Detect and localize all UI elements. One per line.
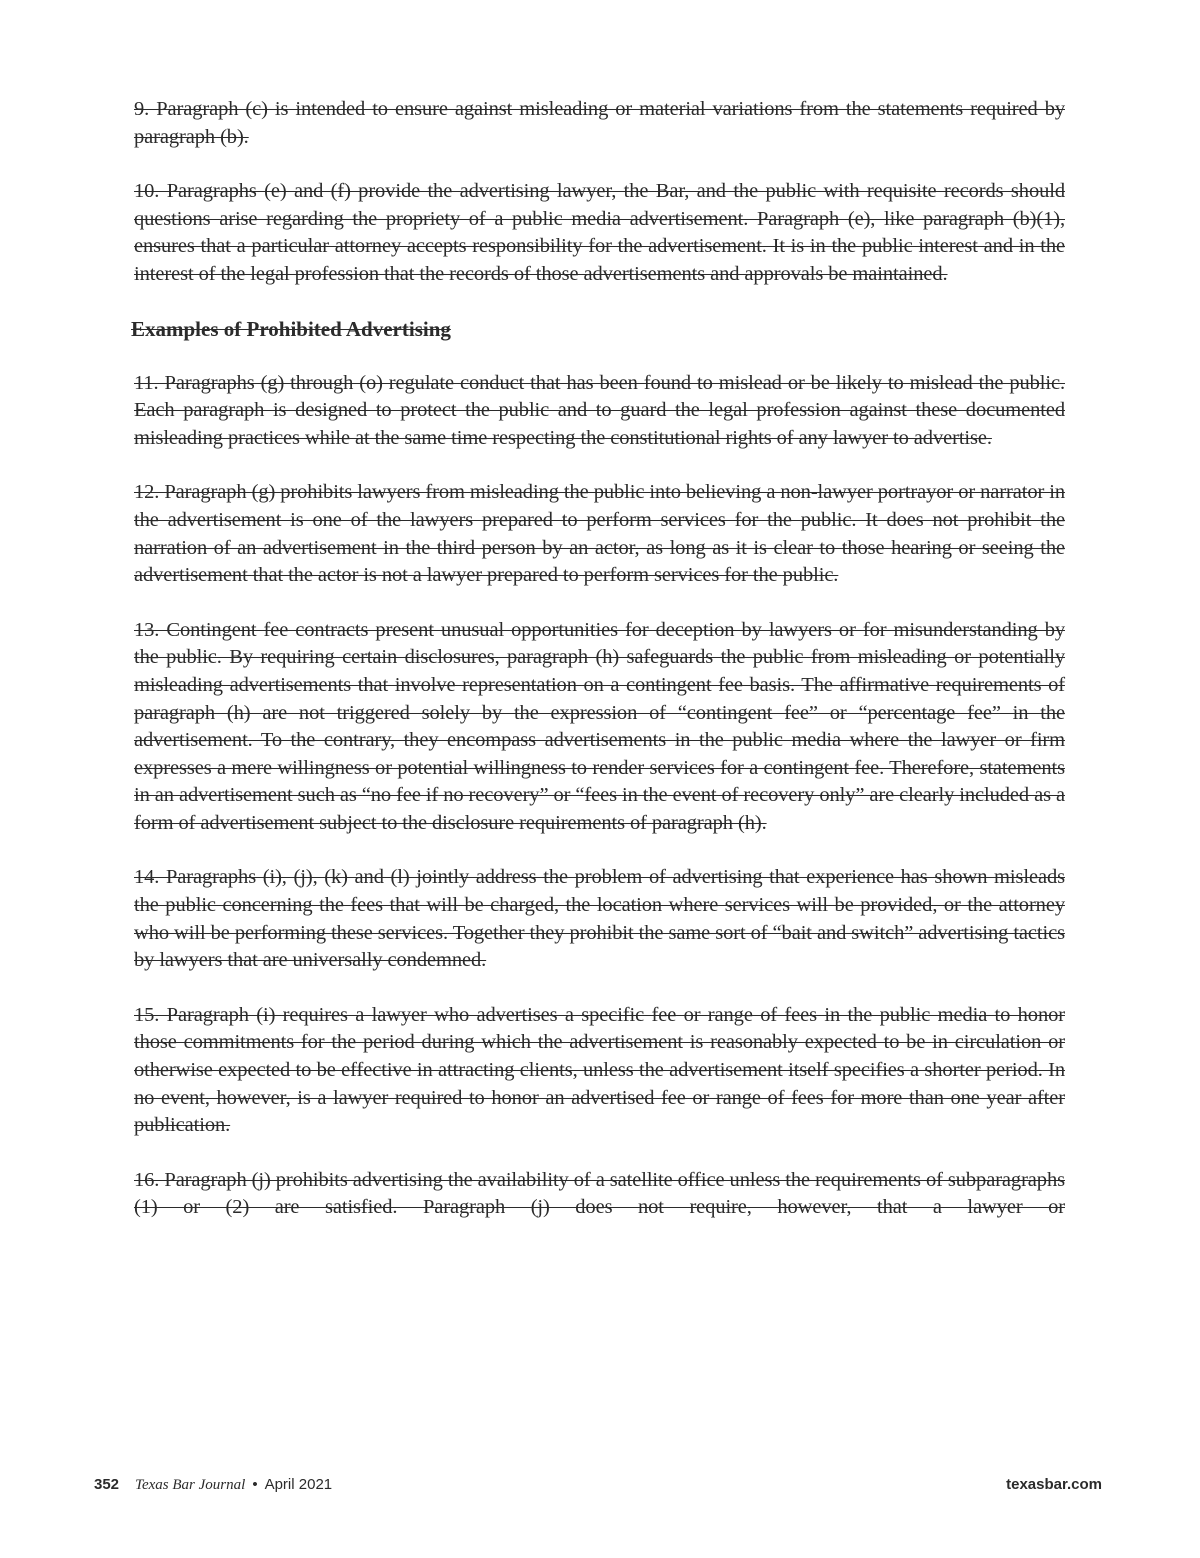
paragraph-16: 16. Paragraph (j) prohibits advertising the availability of a satellite office unless the requirements of subparagraphs (1) or (2) are satisfied. Paragraph (j) does not require, however, that a lawyer or [134, 1168, 1065, 1219]
paragraph-9: 9. Paragraph (c) is intended to ensure against misleading or material variations from the statements required by paragraph (b). [134, 98, 1065, 148]
section-heading: Examples of Prohibited Advertising [131, 316, 451, 341]
bullet-separator: • [252, 1476, 258, 1493]
journal-name: Texas Bar Journal [135, 1477, 246, 1493]
paragraph-15: 15. Paragraph (i) requires a lawyer who advertises a specific fee or range of fees in the public media to honor those commitments for the period during which the advertisement is reasonably expected to be in circulation or otherwise expected to be effective in attracting clients, unless the advertisement itself specifies a shorter period. In no event, however, is a lawyer required to honor an advertised fee or range of fees for more than one year after publication. [134, 1003, 1065, 1137]
paragraph-14: 14. Paragraphs (i), (j), (k) and (l) jointly address the problem of advertising that experience has shown misleads the public concerning the fees that will be charged, the location where services will be provided, or the attorney who will be performing these services. Together they prohibit the same sort of “bait and switch” advertising tactics by lawyers that are universally condemned. [134, 866, 1065, 972]
page-number: 352 [94, 1476, 120, 1493]
document-body [131, 96, 1065, 1249]
paragraph-10: 10. Paragraphs (e) and (f) provide the advertising lawyer, the Bar, and the public with requisite records should questions arise regarding the propriety of a public media advertisement. Paragraph (e), like paragraph (b)(1), ensures that a particular attorney accepts responsibility for the advertisement. It is in the public interest and in the interest of the legal profession that the records of those advertisements and approvals be maintained. [134, 180, 1065, 285]
paragraph-12: 12. Paragraph (g) prohibits lawyers from misleading the public into believing a non-lawyer portrayor or narrator in the advertisement is one of the lawyers prepared to perform services for the public. It does not prohibit the narration of an advertisement in the third person by an actor, as long as it is clear to those hearing or seeing the advertisement that the actor is not a lawyer prepared to perform services for the public. [134, 481, 1065, 587]
page-footer [94, 1476, 1102, 1500]
issue-date: April 2021 [264, 1476, 333, 1493]
paragraph-11: 11. Paragraphs (g) through (o) regulate conduct that has been found to mislead or be likely to mislead the public. Each paragraph is designed to protect the public and to guard the legal profession against these documented misleading practices while at the same time respecting the constitutional rights of any lawyer to advertise. [134, 371, 1065, 449]
paragraph-13: 13. Contingent fee contracts present unusual opportunities for deception by lawyers or for misunderstanding by the public. By requiring certain disclosures, paragraph (h) safeguards the public from misleading or potentially misleading advertisements that involve representation on a contingent fee basis. The affirmative requirements of paragraph (h) are not triggered solely by the expression of “contingent fee” or “percentage fee” in the advertisement. To the contrary, they encompass advertisements in the public media where the lawyer or firm expresses a mere willingness or potential willingness to render services for a contingent fee. Therefore, statements in an advertisement such as “no fee if no recovery” or “fees in the event of recovery only” are clearly included as a form of advertisement subject to the disclosure requirements of paragraph (h). [134, 618, 1065, 834]
website-link[interactable]: texasbar.com [1006, 1476, 1102, 1493]
